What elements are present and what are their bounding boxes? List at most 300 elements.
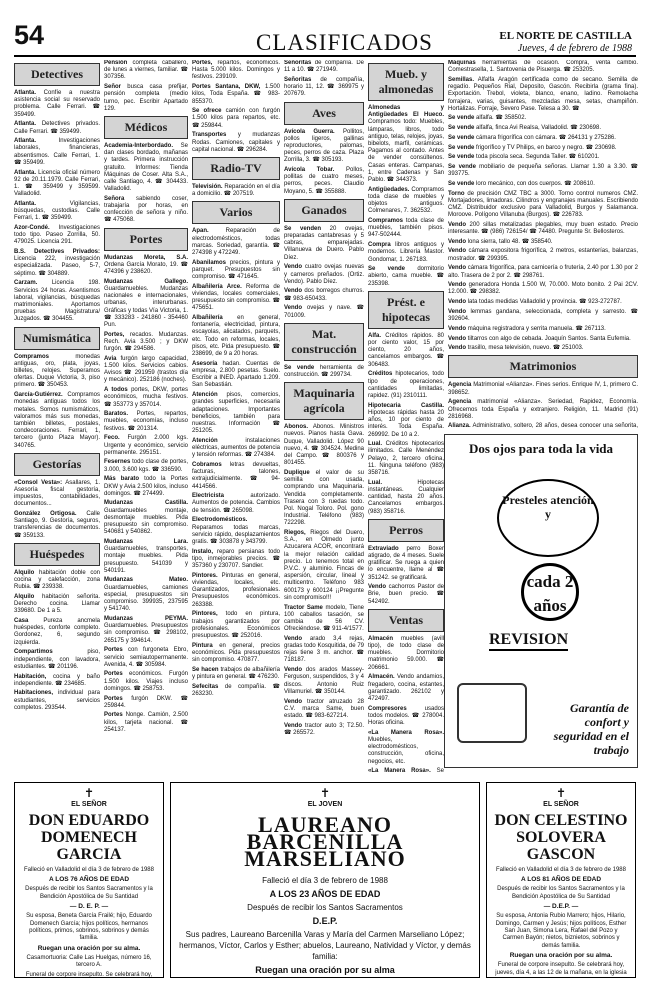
cross-icon: ✝ <box>319 786 331 800</box>
classified-ad <box>284 77 364 99</box>
ad-text: Reparamos todas marcas, servicio rápido, desplazamientos gratis. ☎ 303878 y 343799. <box>192 524 280 545</box>
ad-lead: Portes <box>104 712 123 719</box>
ad-lead: Vendo <box>284 305 303 312</box>
classified-ad <box>104 435 188 457</box>
ad-text: habitación doble con cocina y calefacción, zona Rubia. ☎ 239338. <box>14 569 100 591</box>
ad-text: Guardamuebles, transportes, montaje muebles. Pida presupuesto. 541039 y 540191. <box>104 546 188 574</box>
ad-text: arado 3,4 rejas, gradas todo Kosquitida, de 79 rejas tiene 3 m. anchor. ☎ 718187. <box>284 635 364 664</box>
ad-lead: Academia-Interbordado. <box>104 142 174 149</box>
classified-ad <box>448 299 638 306</box>
classified-ad <box>192 573 280 609</box>
classified-ad <box>192 549 280 571</box>
ad-lead: Vendo <box>284 635 303 642</box>
ad-lead: Se vende <box>448 134 475 141</box>
obituary-line: Después de recibir los Santos Sacramentos <box>247 903 403 912</box>
ad-lead: Señoritas <box>284 76 312 83</box>
classified-ad <box>284 264 364 286</box>
obituary-name: DON CELESTINO SOLOVERA GASCON <box>494 812 628 863</box>
ad-text: recados. Mudanzas. Rech. Avia 3.500 ; y DKW furgón. ☎ 294586. <box>104 331 188 353</box>
ad-text: furgón DKW. ☎ 259844. <box>104 695 188 709</box>
column-2 <box>104 60 188 775</box>
page-number: 54 <box>14 20 45 50</box>
ad-text: camión con furgón 1.500 kilos para repartos, etc. ☎ 259844. <box>192 108 280 129</box>
ad-text: de compañía. De 11 a 10. ☎ 271949. <box>284 60 364 74</box>
classified-ad <box>448 154 638 161</box>
ad-lead: B.S. Detectives Privados: <box>14 249 100 256</box>
obituary-line: — D.E.P. — <box>543 903 579 911</box>
ad-text: lona sierra, tallo 48. ☎ 358540. <box>467 238 553 245</box>
classified-ad <box>104 84 188 113</box>
obituary-line: Su esposa, Antonia Rubio Marrero; hijos, Hilario, Domingo, Carmen y Jesús; hijos políticos, Esther San Juan, Simona Lera, Rafael del Pozo y Carmen Bayón; nietos, biznietos, sobrinos y demás familia. <box>495 913 627 949</box>
obituary-body <box>493 867 629 978</box>
ad-text: Licencia 198. Servicios 24 horas. Asentismos laboral, vigilancias, búsquedas matrimoniales. Aportamos pruebas Magistratura/ Juzgados. ☎ 304455. <box>14 280 100 323</box>
classified-ad <box>284 424 364 467</box>
ad-text: Confíe a nuestra asistencia social su reservado problema. Calle Ferrari. ☎ 359499. <box>14 90 100 118</box>
ad-lead: «Consol Vesta»: <box>14 479 63 486</box>
ad-text: loro mecánico, con dos cuerpos. ☎ 208610. <box>476 180 595 187</box>
ad-lead: Vendo <box>448 299 467 306</box>
ad-lead: Se vende <box>284 364 315 371</box>
classified-ad <box>104 500 188 536</box>
ad-text: individual para estudiantes, servicios completos. 293544. <box>14 690 100 711</box>
obituary-line: Funeral de corpore insepulto. Se celebrará hoy, jueves, día 4, a las 12 de la mañana, en la iglesia <box>495 962 627 976</box>
ad-lead: Atención <box>192 437 218 444</box>
ad-lead: Almonedas y Antigüedades El Hueco. <box>368 105 444 119</box>
classified-ad <box>14 90 100 119</box>
classified-ad <box>284 305 364 319</box>
ad-lead: Habitación, <box>14 673 47 680</box>
ad-text: dormitorio abierto, cama mueble. ☎ 235398. <box>368 266 444 287</box>
ad-lead: Mudanzas Castilla. <box>104 500 188 507</box>
ad-lead: Semillas. <box>448 76 475 83</box>
obituary-line: Funeral de corpore insepulto. Se celebrará hoy, <box>25 971 153 978</box>
classified-ad <box>104 647 188 669</box>
ad-text: Portes, repartos, muebles, economías, incluso festivos. ☎ 201314. <box>104 411 188 432</box>
ad-lead: Televisión. <box>192 183 223 190</box>
ad-text: Muebles, electrodomésticos, construcción, oficina, negocios, etc. <box>368 737 444 765</box>
classified-ad <box>284 699 364 721</box>
ad-text: todo en pintura, trabajos garantizados por profesionales. Económicos presupuestos. ☎ 252016. <box>192 611 280 639</box>
obituary-line: Después de recibir los Santos Sacramentos y la Bendición Apostólica de Su Santidad <box>497 886 625 900</box>
ad-text: Créditos hipotecarios ilimitados. Calle Menéndez Pelayo, 2, tercero oficina, 11. Ninguna teléfono (983) 358716. <box>368 441 444 477</box>
obituary-line: A LOS 76 AÑOS DE EDAD <box>48 876 130 884</box>
ad-lead: Se vende <box>448 125 475 132</box>
classified-ad <box>448 345 638 352</box>
ad-lead: Portes, <box>192 60 213 66</box>
ad-lead: Pintores. <box>192 572 218 579</box>
ad-text: busca casa prefijar, pensión completa (medio turno, pec. Escribir Apartado 129. <box>104 84 188 112</box>
classified-ad <box>192 184 280 198</box>
ad-text: libros antiguos y modernos. Librería Mastor. Gondomar, 1. 267183. <box>368 242 444 263</box>
ad-text: completa caballero, de lunes a viernes, familiar. ☎ 307356. <box>104 60 188 81</box>
ad-text: todo la Portes DKW y Avia 2.500 kilos, incluso domingos. ☎ 274499. <box>104 476 188 497</box>
ad-lead: Atlanta. <box>14 90 37 96</box>
classified-ad <box>104 696 188 710</box>
ad-lead: Se vende <box>448 163 476 170</box>
ad-lead: Compramos <box>14 353 50 360</box>
classified-ad <box>284 605 364 634</box>
ad-text: monedas antiguas, oro, plata, joyas, billetes, relojes. Superamos ofertas. Duque Victoria, 3, piso primero. ☎ 350453. <box>14 353 100 389</box>
category-heading: Ventas <box>368 609 444 632</box>
ad-lead: Compartimos <box>14 649 53 656</box>
classified-ad <box>192 462 280 491</box>
ad-lead: Mudanzas PEYMA. <box>104 616 188 622</box>
ad-lead: Vendo <box>284 667 303 674</box>
classified-ad <box>448 248 638 262</box>
category-heading: Prést. e hipotecas <box>368 291 444 329</box>
ad-lead: Extraviado <box>368 545 399 552</box>
ad-text: Investigaciones todo tipo. Paseo Zorrilla, 50. 479025. Licencia 291. <box>14 224 100 246</box>
ad-text: lemmas gandana, seleccionada, completa y sarresto. ☎ 392604. <box>448 308 638 323</box>
promo-balloon: Presteles atención y <box>497 479 599 557</box>
obituary-line: Falleció en Valladolid el día 3 de febrero de 1988 <box>24 867 154 873</box>
classified-ad <box>368 730 444 766</box>
obituary-line: Ruegan una oración por su alma. <box>37 944 141 952</box>
ad-lead: Agencia <box>448 382 472 389</box>
ad-text: tractor atruzado 28 C.V. marca Same, buen estado. ☎ 983-627214. <box>284 698 364 719</box>
promo-guarantee: Garantía de confort y seguridad en el trabajo <box>553 701 629 757</box>
obituary-solovera <box>486 782 636 978</box>
ad-text: trabajos de albañilería y pintura en general. ☎ 476230. <box>192 666 280 680</box>
ad-lead: Avia <box>104 355 117 362</box>
classified-ad <box>192 611 280 640</box>
ad-text: cuatro ovejas nuevas y carneros preñados. (Ortiz. Vendo). Pablo Díez. <box>284 264 364 285</box>
ad-text: Ordena García Morato, 19. ☎ 474396 y 238620. <box>104 261 188 276</box>
classified-ad <box>104 279 188 329</box>
classified-ad <box>104 459 188 473</box>
ad-lead: Compra <box>368 242 391 249</box>
ad-lead: Se venden <box>284 225 321 232</box>
ad-lead: Sefecitas <box>192 683 219 690</box>
ad-lead: Vendo <box>448 345 467 352</box>
classified-ad <box>104 476 188 498</box>
ad-text: usados todos modelos. ☎ 278004. Horas oficina. <box>368 705 444 727</box>
ad-lead: Avícola Tobar. <box>284 167 335 174</box>
obituary-line: D.E.P. <box>312 916 338 926</box>
classified-ad <box>104 712 188 734</box>
ad-lead: A todos <box>104 387 128 394</box>
ad-text: hipotecarios, todo tipo de operaciones, cantidades limitadas, rapidez. (91) 2310111. <box>368 371 444 399</box>
ad-lead: Hipotecaria Castilla. <box>368 402 444 409</box>
ad-lead: Cobramos <box>192 461 222 468</box>
classified-ad <box>104 356 188 385</box>
ad-lead: Albañilería Arce. <box>192 283 242 290</box>
classified-ad <box>14 354 100 390</box>
obituary-line: Ruegan una oración por su alma. <box>509 952 613 960</box>
classified-ad <box>104 332 188 354</box>
category-heading: Huéspedes <box>14 543 100 566</box>
ad-text: Licencia oficial número 92 de 20.11.1979. Calle Ferrari, 1. ☎ 359499 y 359599. Valladolid. <box>14 169 100 198</box>
ad-lead: Abanilamos <box>192 259 227 266</box>
ad-lead: Electricista <box>192 493 225 500</box>
classified-ad <box>14 649 100 671</box>
cross-icon: ✝ <box>555 786 567 800</box>
classified-ad <box>14 280 100 323</box>
ad-lead: Casa <box>14 618 29 625</box>
ad-text: Pureza ancmela huéspedes, conforte completo. Gordonez, 6, segundo izquierda. <box>14 618 100 646</box>
ad-lead: González Ortigosa. <box>14 511 77 518</box>
ad-lead: Vendo <box>448 265 467 272</box>
classified-ad <box>284 636 364 665</box>
ad-lead: Mudanzas Lara. <box>104 538 188 545</box>
classified-ad <box>192 392 280 435</box>
ad-text: cámara frigorífica con cámara. ☎ 264131 y 275286. <box>476 134 616 141</box>
ad-lead: Pintura <box>192 642 213 649</box>
classified-ad <box>448 399 638 421</box>
obituary-name: LAUREANO BARCENILLA MARSELIANO <box>244 812 406 871</box>
ad-lead: Más barato <box>104 476 140 483</box>
ad-lead: Mudanzas Gallego. <box>104 278 188 285</box>
classified-ad <box>192 228 280 257</box>
classified-ad <box>448 309 638 323</box>
column-1 <box>14 60 100 775</box>
ad-text: Asallares, 1. Asesoría fiscal gestoría, impuestos, contabilidades, documentos... <box>14 479 100 508</box>
classified-ad <box>448 382 638 396</box>
classified-ad <box>192 684 280 698</box>
obituary-line: Sus padres, Laureano Barcenilla Varas y María del Carmen Marseliano López; hermanos, Víctor, Carlos y Esther; abuelos, Laureano, Natividad y Víctor, y demás familia: <box>179 930 471 961</box>
classified-ad <box>192 361 280 390</box>
classified-ad <box>368 584 444 606</box>
ad-text: piso, independiente, con lavadora, estudiantes. ☎ 201196. <box>14 649 100 670</box>
ad-text: Investigaciones laborales, financieras, absentismos. Calle Ferrari, 1. ☎ 359499. <box>14 138 100 166</box>
ad-lead: Vendo <box>448 325 467 332</box>
column-6 <box>448 60 638 430</box>
classified-ad <box>284 365 364 379</box>
obituary-barcenilla <box>170 782 480 978</box>
ad-text: furgón largo capacidad, 1.500 kilos. Servicios cabios. Avisos ☎ 291959 (trastos día y mecánico). 252186 (noches). <box>104 355 188 384</box>
classified-ad <box>104 671 188 693</box>
classified-ad <box>284 667 364 696</box>
ad-text: Vigilancias, búsquedas, custodias. Calle Ferrari, 1. ☎ 359499. <box>14 200 100 222</box>
ad-text: 1.500 kilos, Toda España. ☎ 983-855370. <box>192 84 280 105</box>
category-heading: Médicos <box>104 116 188 139</box>
category-heading: Matrimonios <box>448 355 638 378</box>
category-heading: Detectives <box>14 63 100 86</box>
category-heading: Radio-TV <box>192 157 280 180</box>
ad-text: Créditos rápidos. 80 por ciento valor, 15 por ciento, 20 años, cancelamos embargos. ☎ 306483. <box>368 332 444 368</box>
classified-ad <box>284 129 364 165</box>
ad-text: alfalfa, finca Avi Realsa, Valladolid. ☎ 230698. <box>476 125 602 132</box>
ad-text: 200 sillas metalizadas plegables, muy buen estado. Precio interesante. ☎ (986) 726154/ ☎ 74480. Pregunte Sr. Bellosteros. <box>448 221 638 236</box>
obituary-honorific: EL JOVEN <box>307 801 343 808</box>
ad-text: cocina y baño independiente. ☎ 234685. <box>14 673 100 687</box>
ad-text: Reparación de electrodomésticos, todas marcas. Soriedad, garantía. ☎ 274398 y 472249. <box>192 228 280 256</box>
ad-text: habitación señorita. Derecho cocina. Llamar 339680. De 1 a 5. <box>14 593 100 615</box>
classified-ad <box>448 222 638 236</box>
ad-lead: Habitaciones, <box>14 690 54 697</box>
ad-text: Nonge. Camión, 2.500 kilos, tarjeta nacional. ☎ 254137. <box>104 712 188 733</box>
ad-lead: Mudanzas Mateo. <box>104 577 188 584</box>
ad-lead: García-Gutiérrez. <box>14 392 63 399</box>
category-heading: Portes <box>104 228 188 251</box>
ad-lead: Apan. <box>192 228 209 235</box>
classified-ad <box>284 530 364 602</box>
classified-ad <box>192 315 280 358</box>
ad-lead: Almacén <box>368 635 394 642</box>
category-heading: Ganados <box>284 199 364 222</box>
promo-revision: REVISION <box>489 631 568 651</box>
ad-text: el valor de su semilla con usada, comprando una Maquinaria. Vendida completamente. Trasera con 3 ruedas todo. Pol. Nogal Toloro. Pol. gono Industrial. Teléfono (983) 722298. <box>284 469 364 527</box>
classified-ad <box>14 511 100 540</box>
classified-ad <box>368 674 444 703</box>
ad-lead: Vendo <box>284 288 303 295</box>
ad-lead: Abonos. <box>284 424 308 431</box>
ad-text: de compañía. ☎ 263230. <box>192 683 280 697</box>
category-heading: Gestorías <box>14 453 100 476</box>
ad-text: Detectives privados. Calle Ferrari. ☎ 359499. <box>14 121 100 135</box>
ad-text: con furgoneta Ebro, servicio semiautopermanente. Avenida, 4. ☎ 305984. <box>104 647 188 668</box>
ad-lead: Alianza. <box>448 423 471 430</box>
classified-ad <box>368 105 444 184</box>
ad-lead: Riegos, <box>284 530 306 537</box>
classified-ad <box>368 242 444 264</box>
obituary-line: Falleció en Valladolid el día 3 de febrero de 1988 <box>496 867 626 873</box>
classified-ad <box>14 618 100 647</box>
classified-ad <box>192 84 280 106</box>
category-heading: Numismática <box>14 327 100 350</box>
ad-lead: Almacén. <box>368 674 395 681</box>
classified-ad <box>14 121 100 135</box>
classified-ad <box>368 441 444 477</box>
ad-text: hadan. Cuentas de empresa, 2.800 pesetas. Suelo. Escribir a INED. Apartado 1.209. San Sebastián. <box>192 360 280 389</box>
category-heading: Perros <box>368 519 444 542</box>
column-5 <box>368 60 444 775</box>
classified-ad <box>448 135 638 142</box>
ad-text: tractor auto 3; T2.50. ☎ 265572. <box>284 722 364 736</box>
header-rule <box>14 55 636 57</box>
ad-lead: Atención <box>192 392 218 399</box>
obituary-line: A LOS 23 AÑOS DE EDAD <box>269 889 381 899</box>
classified-ad <box>448 125 638 132</box>
ad-lead: Se vende <box>448 144 475 151</box>
obituary-line: Su esposa, Beneta García Frailé; hijo, Eduardo Domenech García; hijos políticos, hermanos políticos, primos, sobrinos, sobrinos y demás familia. <box>26 913 152 942</box>
classified-ad <box>14 225 100 247</box>
classified-ad <box>368 187 444 216</box>
classified-ad <box>284 723 364 737</box>
ad-text: Calle Santiago, 9. Gestoría, seguros, transferencias de documentos. ☎ 359133. <box>14 511 100 539</box>
classified-ad <box>104 411 188 433</box>
issue-date: Jueves, 4 de febrero de 1988 <box>517 43 632 54</box>
classified-ad <box>14 594 100 616</box>
ad-text: toda clase de muebles, también pisos. 947-502444. <box>368 218 444 239</box>
ad-text: Riegos del Duero, S.A., en Olmedo junto Azucarera ACOR, encontrará la mejor relación calidad precio. Lo tenemos total en P.V.C. y aluminio. Fincas de aspersión, circular, lineal y multicentro. Teléfono 983 600173 y 600124 ¡¡Pregunte sin compromiso!!! <box>284 530 364 601</box>
ad-text: Se dan clases bordado, mañanas y tardes. Primera instrucción gratuito. Informes: Tienda Máquinas de Coser. Alta S.A., calle Santiago, 4. ☎ 304433. Valladolid. <box>104 142 188 193</box>
ad-text: precios, pintura y parquet. Presupuestos sin compromiso. ☎ 471645. <box>192 259 280 281</box>
ad-text: Guardamuebles montaje, desmontaje muebles. Pida presupuesto sin compromiso. 540681 y 540862. <box>104 507 188 536</box>
category-heading: Aves <box>284 102 364 125</box>
classified-ad <box>192 643 280 665</box>
classified-ad <box>104 539 188 575</box>
classified-ad <box>368 403 444 439</box>
classified-ad <box>192 284 280 313</box>
ad-text: ovejas y nave. ☎ 701009. <box>284 305 364 319</box>
classified-ad <box>368 266 444 288</box>
ad-text: dos arados Massey-Ferguson, suspendidos, 3 y 4 discos. Antonio Ruiz Villamuriel. ☎ 350144. <box>284 667 364 695</box>
ad-text: toda piscola seca. Segunda Taller. ☎ 610201. <box>476 154 600 161</box>
ad-text: herramientas de ocasión. Compra, venta cambio. Comestrasella, 1. Santovenia de Pisuerga. ☎ 253205. <box>448 60 638 74</box>
classified-ad <box>104 387 188 409</box>
classified-ad <box>104 196 188 225</box>
classified-ad <box>368 636 444 672</box>
ad-lead: Se vende <box>448 154 475 161</box>
ad-lead: Torno <box>448 190 465 197</box>
ad-text: Se <box>436 768 444 775</box>
ad-lead: Máquinas <box>448 60 476 66</box>
ad-lead: Transportes <box>192 132 227 139</box>
cross-icon: ✝ <box>83 786 95 800</box>
classified-ad <box>14 480 100 509</box>
ad-text: instalaciones eléctricas, aumentos de potencia y tensión reformas. ☎ 274384. <box>192 437 280 459</box>
classified-ad <box>448 164 638 178</box>
eye-exam-advertisement <box>444 434 638 768</box>
ad-text: lata todas medidas Valladolid y provincia. ☎ 923-272787. <box>467 299 622 306</box>
classified-ad <box>192 132 280 154</box>
ad-lead: Lual. <box>368 441 383 448</box>
ad-text: Abonos. Ministros nuevos. Pianos hasta Gava. Duque, Valladolid. López 90 nuevo, 4. ☎ 304524. Medina del Campo. ☎ 800376 y 801455. <box>284 424 364 467</box>
ad-lead: Vendo <box>448 308 467 315</box>
ad-lead: Pintores, <box>192 611 218 618</box>
classified-ad <box>104 143 188 193</box>
ad-text: Reparación en el día a domicilio. ☎ 207519. <box>192 183 280 198</box>
classified-ad <box>14 138 100 167</box>
ad-text: Hipotecas instantáneas. Cualquier cantidad, hasta 20 años. Cancelamos embargos. (983) 358716. <box>368 479 444 515</box>
ad-text: cámara frigorífica, para carnicería o frutería, 2.40 por 1.30 por 2 alto. Trasera de 2 por 2. ☎ 298761. <box>448 265 638 279</box>
ad-lead: Señora <box>104 195 125 202</box>
classified-ad <box>368 480 444 516</box>
classified-ad <box>14 249 100 278</box>
classified-ad <box>368 706 444 728</box>
ad-lead: Alfa. <box>368 332 382 339</box>
ad-lead: Asesoría <box>192 360 218 367</box>
ad-text: Compramos toda clase de muebles y objetos antiguos. Colmenares, 7. 362532. <box>368 186 444 215</box>
ad-lead: Lual. <box>368 479 383 486</box>
ad-text: portes, DKW, portes económicos, mucha festivos. ☎ 353773 y 357014. <box>104 387 188 408</box>
ad-text: trasillo, mesa televisión, nuevo. ☎ 251003. <box>467 345 584 352</box>
category-heading: Mueb. y almonedas <box>368 63 444 101</box>
ad-lead: Electrodomésticos. <box>192 517 248 524</box>
ad-text: sabiendo coser, trabajaría por horas, en confección de señora y niño. ☎ 475068. <box>104 195 188 224</box>
ad-lead: Se vende <box>448 115 475 122</box>
classified-ad <box>448 265 638 279</box>
obituary-line: Casamortuoria: Calle Las Huelgas, número 16, tercero A. <box>26 954 152 969</box>
ad-lead: Alquilo <box>14 593 35 600</box>
ad-text: Administrativo, soltero, 28 años, desea conocer una señorita, <box>472 423 638 430</box>
ad-text: autorizado. Aumentos de potencia. Cambios de tensión. ☎ 265098. <box>192 493 280 514</box>
classified-ad <box>14 201 100 223</box>
category-heading: Mat. construcción <box>284 323 364 361</box>
obituary-line: Ruegan una oración por su alma <box>255 965 395 975</box>
ad-text: pisos, comercios, grandes superficies, necesaria adaptaciones. Importantes beneficios, también para nuestras. Información ☎ 251205. <box>192 392 280 435</box>
ad-text: Hipotecas rápidas hasta 20 años, 10 por ciento de interés. Toda España. 269992. De 10 a 2. <box>368 409 444 438</box>
ad-text: y mudanzas Rodas. Camiones, capitales y capital nacional. ☎ 296284. <box>192 132 280 153</box>
ad-text: cámara expositora frigorífica, 2 metros, estanterías, balanzas, mostrador. ☎ 299395. <box>448 248 638 262</box>
column-3 <box>192 60 280 775</box>
classified-ad <box>448 423 638 430</box>
ad-text: Reforma de viviendas, locales comerciales, presupuesto sin compromiso. ☎ 475651. <box>192 283 280 312</box>
ad-text: en general, fontanería, electricidad, pintura, escayolas, alicatados, parquets, etc. Todo en reformas, locales, pisos, etc. Pida presupuesto. ☎ 238699, de 9 a 20 horas. <box>192 315 280 358</box>
promo-title: Dos ojos para toda la vida <box>468 441 614 456</box>
obituary-honorific: EL SEÑOR <box>71 801 107 808</box>
ad-lead: Albañilería <box>192 315 223 322</box>
ad-lead: Atlanta. <box>14 121 37 128</box>
obituary-line: A LOS 81 AÑOS DE EDAD <box>520 876 602 884</box>
classified-ad <box>14 392 100 450</box>
classified-ad <box>104 60 188 82</box>
ad-lead: Instalo, <box>192 548 214 555</box>
ad-lead: Tractor Same <box>284 604 323 611</box>
classified-ad <box>448 239 638 246</box>
category-heading: Varios <box>192 201 280 224</box>
